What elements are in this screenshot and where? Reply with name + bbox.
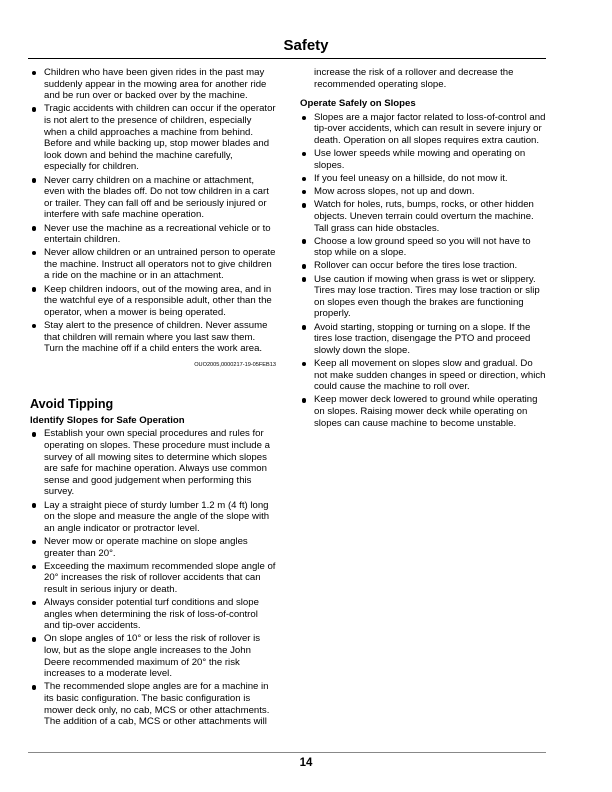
list-item: Choose a low ground speed so you will not have to stop while on a slope. xyxy=(300,236,547,259)
left-column xyxy=(30,67,276,729)
list-item: Never allow children or an untrained person to operate the machine. Instruct all operators not to give children a ride on the machine or in an attachment. xyxy=(30,247,276,282)
list-item: Use caution if mowing when grass is wet or slippery. Tires may lose traction. Tires may lose traction or slip on slopes even though the brakes are functioning properly. xyxy=(300,274,547,320)
list-item: Keep children indoors, out of the mowing area, and in the watchful eye of a responsible adult, other than the operator, when a mower is being operated. xyxy=(30,284,276,319)
subsection-title-operate-slopes: Operate Safely on Slopes xyxy=(300,98,416,110)
list-item: Use lower speeds while mowing and operating on slopes. xyxy=(300,148,547,171)
list-item: Keep all movement on slopes slow and gradual. Do not make sudden changes in speed or direction, which could cause the machine to roll over. xyxy=(300,358,547,393)
page-number: 14 xyxy=(299,757,313,769)
reference-code: OUO2005,0000217-19-05FEB13 xyxy=(194,361,276,368)
list-item: The recommended slope angles are for a machine in its basic configuration. The basic configuration is mower deck only, no cab, MCS or other attachments. The addition of a cab, MCS or other attachments will xyxy=(30,681,276,727)
list-item: Never use the machine as a recreational vehicle or to entertain children. xyxy=(30,223,276,246)
continuation-text: increase the risk of a rollover and decrease the recommended operating slope. xyxy=(314,67,514,90)
list-item: Avoid starting, stopping or turning on a slope. If the tires lose traction, disengage the PTO and proceed slowly down the slope. xyxy=(300,322,547,357)
footer-divider xyxy=(28,752,546,753)
operate-slopes-list xyxy=(300,112,547,429)
identify-slopes-list xyxy=(30,428,276,727)
list-item: Stay alert to the presence of children. Never assume that children will remain where you last saw them. Turn the machine off if a child enters the work area. xyxy=(30,320,276,355)
list-item: If you feel uneasy on a hillside, do not mow it. xyxy=(300,173,547,185)
section-title-avoid-tipping: Avoid Tipping xyxy=(30,396,114,411)
list-item: Watch for holes, ruts, bumps, rocks, or other hidden objects. Uneven terrain could overturn the machine. Tall grass can hide obstacles. xyxy=(300,199,547,234)
header-divider xyxy=(28,58,546,59)
list-item: Children who have been given rides in the past may suddenly appear in the mowing area for another ride and be run over or backed over by the machine. xyxy=(30,67,276,102)
right-column xyxy=(300,67,547,431)
list-item: Always consider potential turf conditions and slope angles when determining the risk of loss-of-control and tip-over accidents. xyxy=(30,597,276,632)
list-item: Slopes are a major factor related to loss-of-control and tip-over accidents, which can result in severe injury or death. Operation on all slopes requires extra caution. xyxy=(300,112,547,147)
list-item: Rollover can occur before the tires lose traction. xyxy=(300,260,547,272)
list-item: Lay a straight piece of sturdy lumber 1.2 m (4 ft) long on the slope and measure the angle of the slope with an angle indicator or protractor level. xyxy=(30,500,276,535)
list-item: Exceeding the maximum recommended slope angle of 20° increases the risk of rollover accidents that can result in serious injury or death. xyxy=(30,561,276,596)
children-safety-list xyxy=(30,67,276,355)
list-item: Never carry children on a machine or attachment, even with the blades off. Do not tow children in a cart or trailer. They can fall off and be seriously injured or interfere with safe machine operation. xyxy=(30,175,276,221)
page-title: Safety xyxy=(283,37,329,54)
list-item: Tragic accidents with children can occur if the operator is not alert to the presence of children, especially when a child approaches a machine from behind. Before and while backing up, stop mower blades and look down and behind the machine carefully, especially for children. xyxy=(30,103,276,173)
list-item: Never mow or operate machine on slope angles greater than 20°. xyxy=(30,536,276,559)
list-item: On slope angles of 10° or less the risk of rollover is low, but as the slope angle increases to the John Deere recommended maximum of 20° the risk increases to a moderate level. xyxy=(30,633,276,679)
list-item: Mow across slopes, not up and down. xyxy=(300,186,547,198)
list-item: Establish your own special procedures and rules for operating on slopes. These procedure must include a survey of all mowing sites to determine which slopes are safe for machine operation. Always use common sense and good judgement when performing this survey. xyxy=(30,428,276,498)
subsection-title-identify-slopes: Identify Slopes for Safe Operation xyxy=(30,414,185,426)
list-item: Keep mower deck lowered to ground while operating on slopes. Raising mower deck while operating on slopes can cause machine to become unstable. xyxy=(300,394,547,429)
